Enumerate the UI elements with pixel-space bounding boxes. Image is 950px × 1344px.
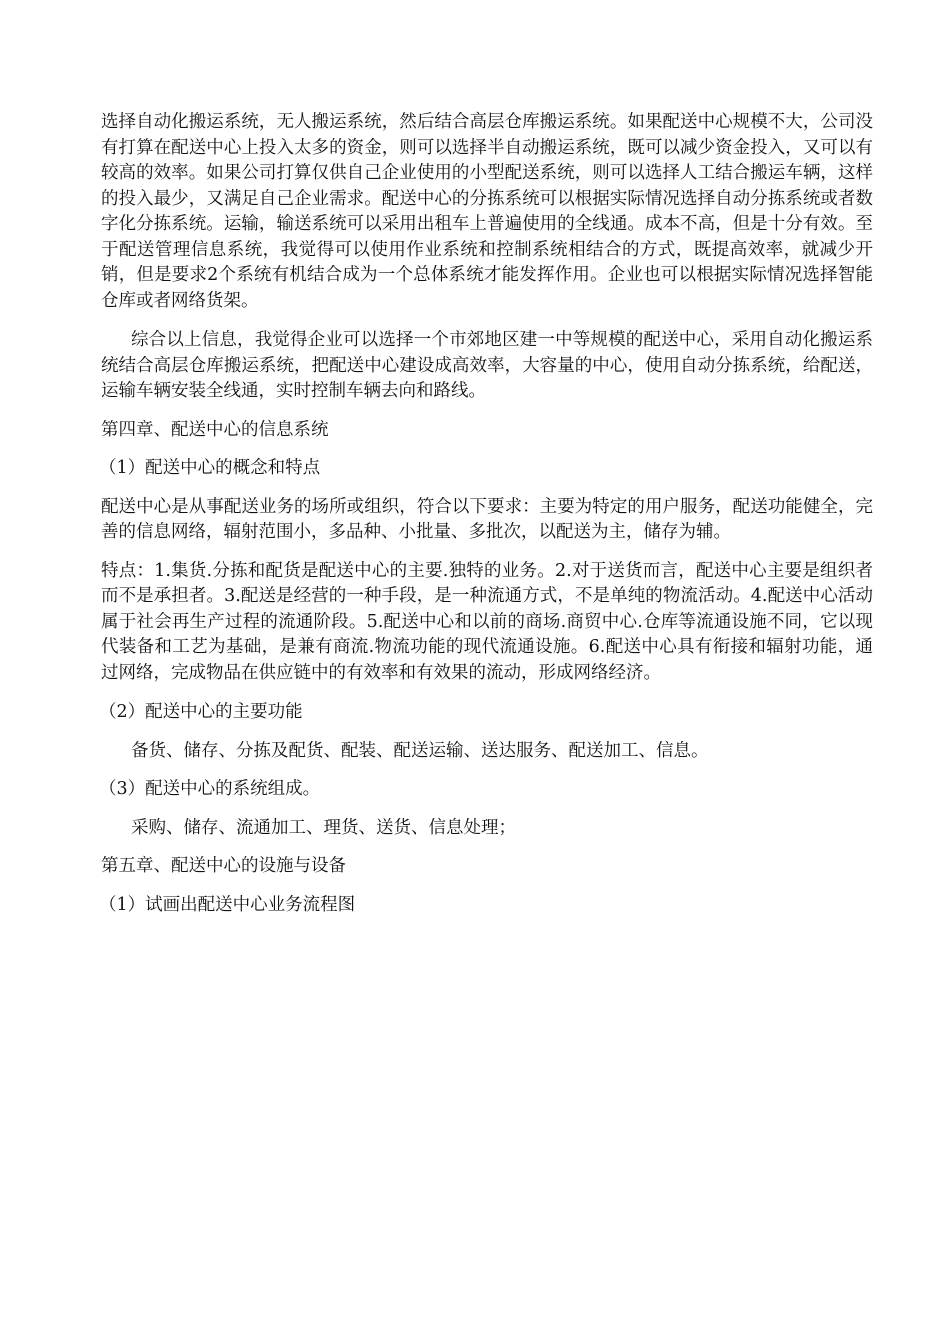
section-3-title: （3）配送中心的系统组成。 — [99, 779, 321, 799]
paragraph-features: 特点：1.集货.分拣和配货是配送中心的主要.独特的业务。2.对于送货而言，配送中心主要是组织者而不是承担者。3.配送是经营的一种手段，是一种流通方式，不是单纯的物流活动。4.配送中心活动属于社会再生产过程的流通阶段。5.配送中心和以前的商场.商贸中心.仓库等流通设施不同，它以现代装备和工艺为基础，是兼有商流.物流功能的现代流通设施。6.配送中心具有衔接和辐射功能，通过网络，完成物品在供应链中的有效率和有效果的流动，形成网络经济。 — [101, 560, 873, 683]
paragraph-summary: 综合以上信息，我觉得企业可以选择一个市郊地区建一中等规模的配送中心，采用自动化搬运系统结合高层仓库搬运系统，把配送中心建设成高效率，大容量的中心，使用自动分拣系统，给配送，运输车辆安装全线通，实时控制车辆去向和路线。 — [101, 330, 873, 401]
paragraph-definition: 配送中心是从事配送业务的场所或组织，符合以下要求：主要为特定的用户服务，配送功能健全，完善的信息网络，辐射范围小，多品种、小批量、多批次，以配送为主，储存为辅。 — [101, 496, 873, 542]
paragraph-functions: 备货、储存、分拣及配货、配装、配送运输、送达服务、配送加工、信息。 — [131, 740, 709, 761]
chapter-5-title: 第五章、配送中心的设施与设备 — [101, 856, 346, 876]
section-1-title: （1）配送中心的概念和特点 — [99, 458, 321, 478]
paragraph-handling-systems: 选择自动化搬运系统，无人搬运系统，然后结合高层仓库搬运系统。如果配送中心规模不大，公司没有打算在配送中心上投入太多的资金，则可以选择半自动搬运系统，既可以减少资金投入，又可以有较高的效率。如果公司打算仅供自己企业使用的小型配送系统，则可以选择人工结合搬运车辆，这样的投入最少，又满足自己企业需求。配送中心的分拣系统可以根据实际情况选择自动分拣系统或者数字化分拣系统。运输，输送系统可以采用出租车上普遍使用的全线通。成本不高，但是十分有效。至于配送管理信息系统，我觉得可以使用作业系统和控制系统相结合的方式，既提高效率，就减少开销，但是要求2个系统有机结合成为一个总体系统才能发挥作用。企业也可以根据实际情况选择智能仓库或者网络货架。 — [101, 112, 873, 311]
chapter-5-section-1-title: （1）试画出配送中心业务流程图 — [99, 894, 356, 915]
section-2-title: （2）配送中心的主要功能 — [99, 702, 303, 722]
chapter-4-title: 第四章、配送中心的信息系统 — [101, 419, 329, 440]
paragraph-components: 采购、储存、流通加工、理货、送货、信息处理； — [131, 817, 516, 838]
document-page — [101, 110, 873, 918]
